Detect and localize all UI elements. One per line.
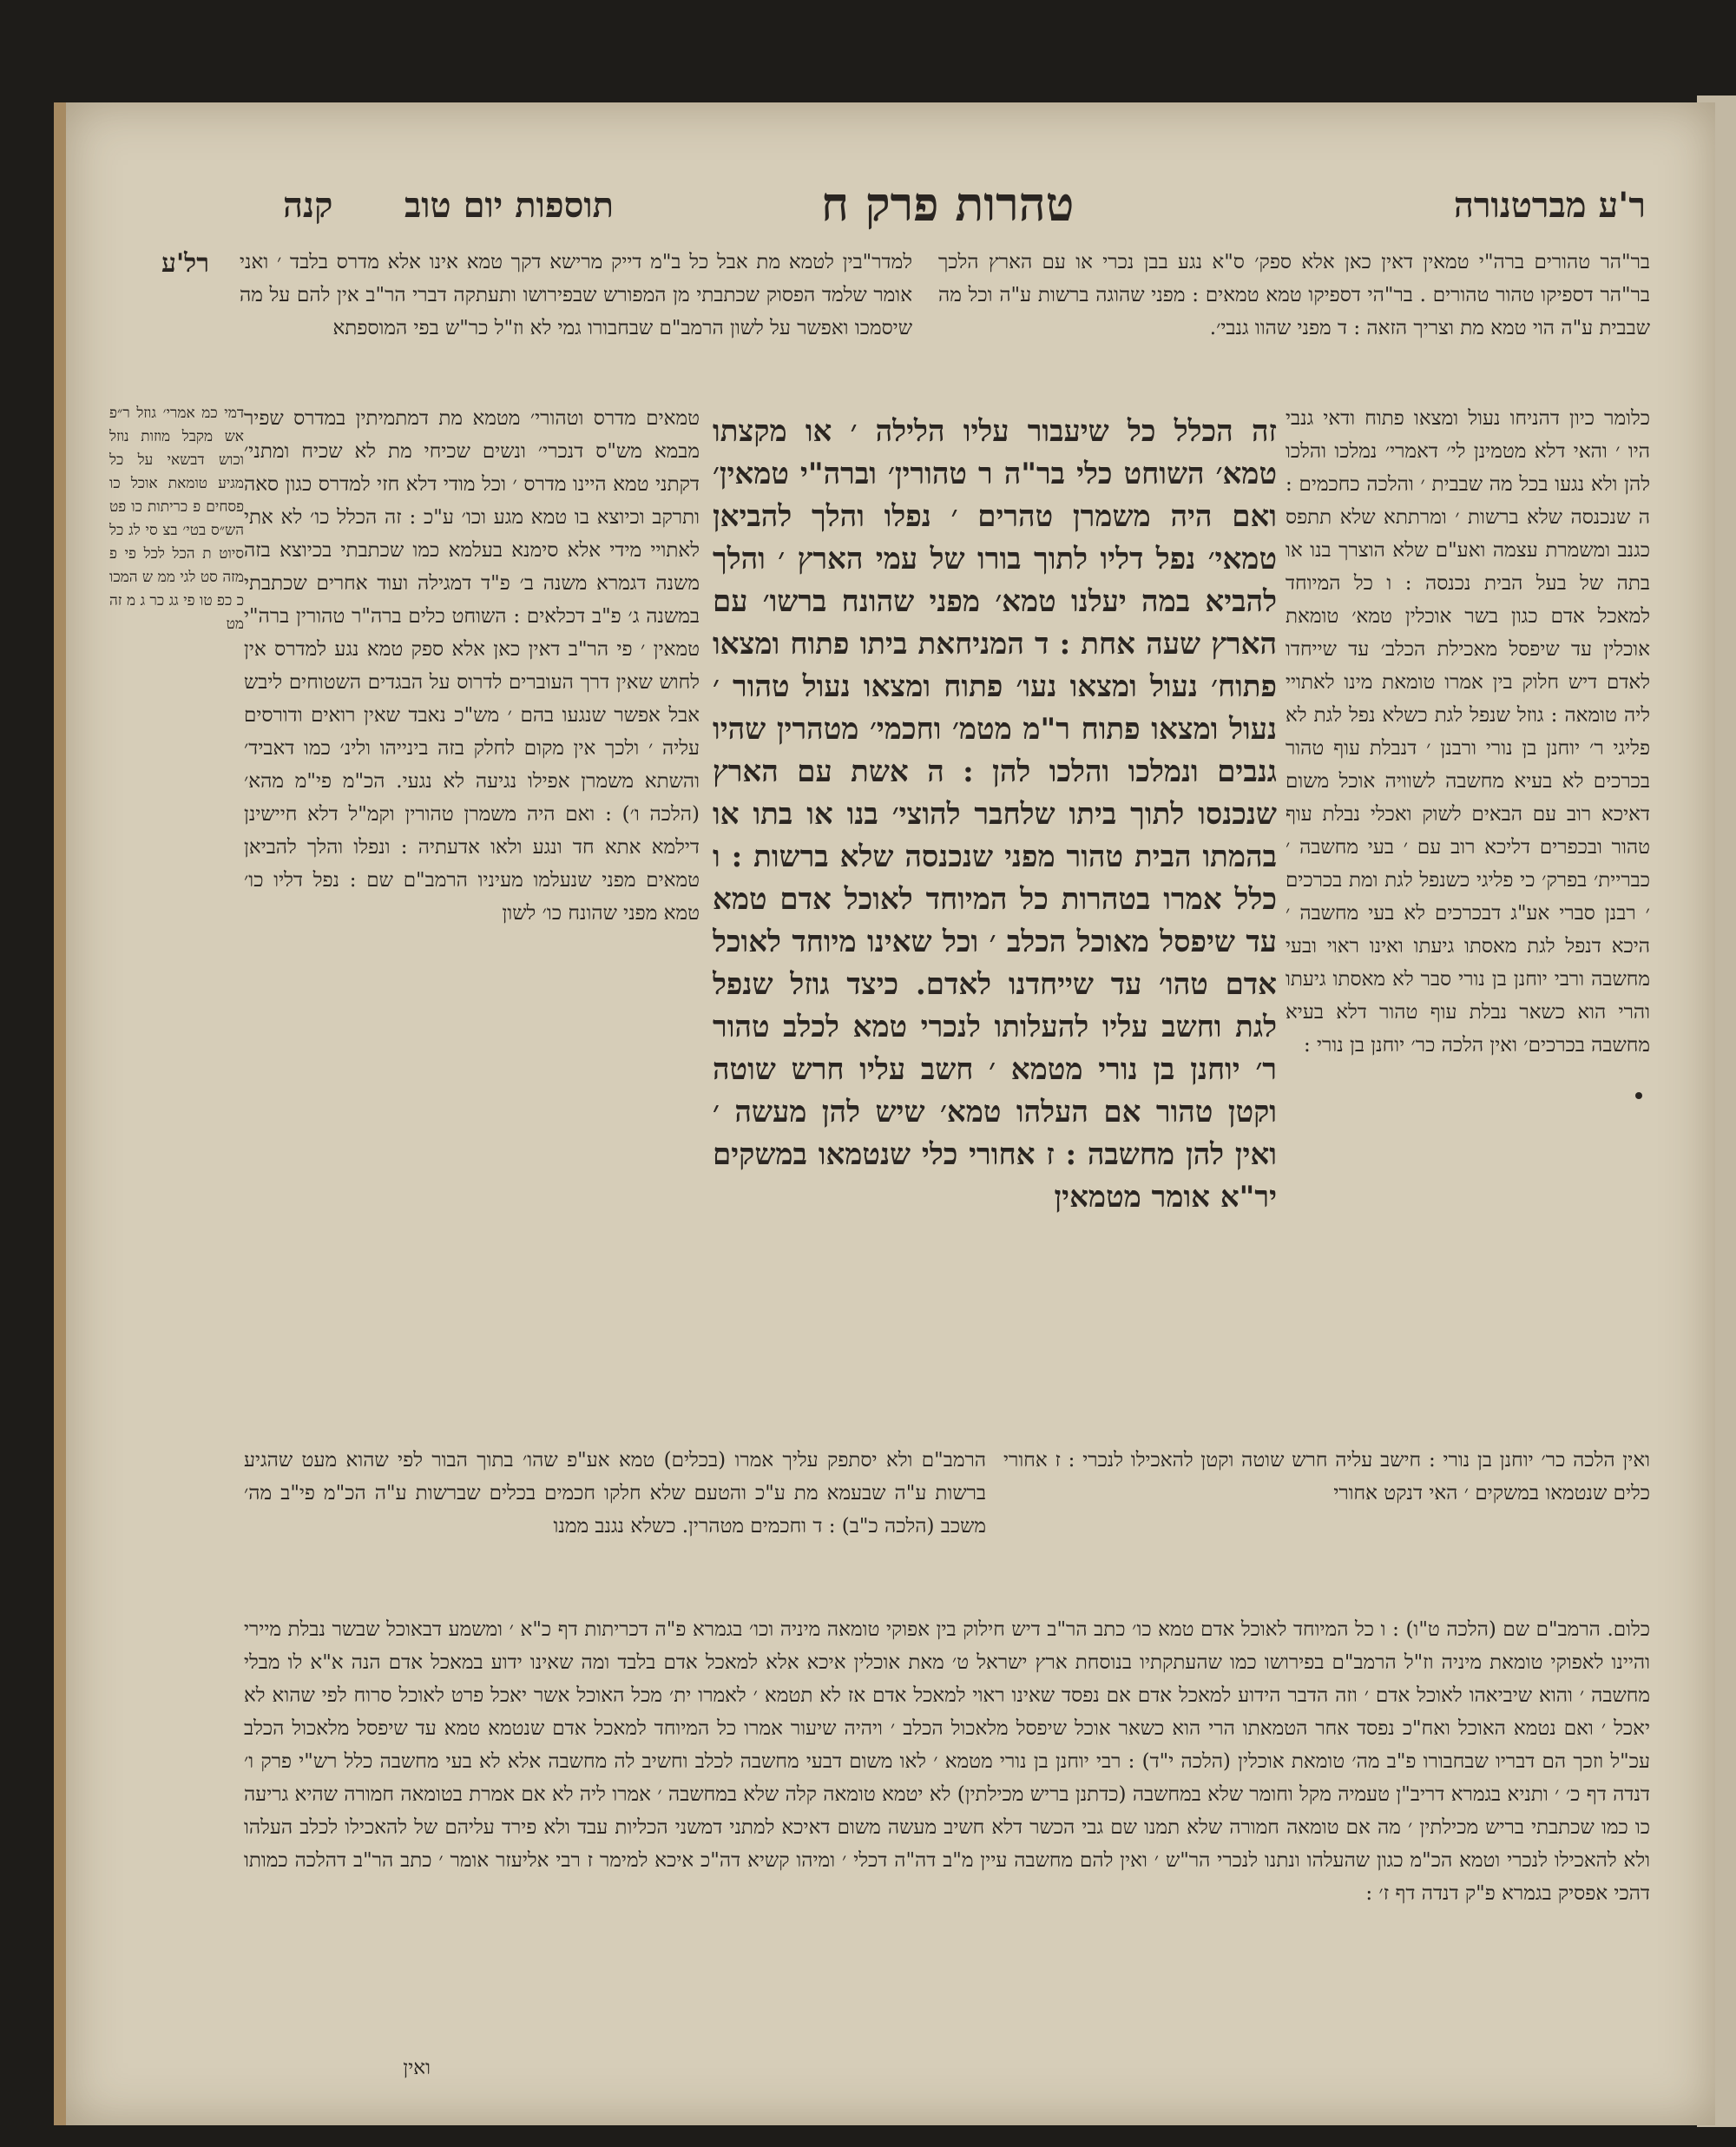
bartenura-mid-block: ואין הלכה כר׳ יוחנן בן נורי : חישב עליה חרש שוטה וקטן להאכילו לנכרי : ז אחורי כלים שנטמאו במשקים ׳ האי דנקט אחורי xyxy=(1003,1449,1650,1505)
folio-mark: רל'ע xyxy=(161,248,209,279)
page-title: טהרות פרק ח xyxy=(821,176,1075,232)
bartenura-side-column: כלומר כיון דהניחו נעול ומצאו פתוח ודאי גנבי היו ׳ והאי דלא מטמינן לי׳ דאמרי׳ נמלכו והלכו להן ולא נגעו בכל מה שבבית ׳ והלכה כחכמים : ה שנכנסה שלא ברשות ׳ ומרתתא שלא תתפס כגנב ומשמרת עצמה ואע"ם שלא הוצרך בנו או בתה של בעל הבית נכנסה : ו כל המיוחד למאכל אדם כגון בשר אוכלין טמא׳ טומאת אוכלין עד שיפסל מאכילת הכלב׳ עד שייחדו לאדם דיש חלוק בין אמרו טומאת מינו לאתויי ליה טומאה : גוזל שנפל לגת כשלא נפל לגת לא פליגי ר׳ יוחנן בן נורי ורבנן ׳ דנבלת עוף טהור בכרכים לא בעיא מחשבה לשוויה אוכל משום דאיכא רוב עם הבאים לשוק ואכלי נבלת עוף טהור ובכפרים דליכא רוב עם ׳ בעי מחשבה ׳ כבריית׳ בפרק׳ כי פליגי כשנפל לגת ומת בכרכים ׳ רבנן סברי אע"ג דבכרכים לא בעי מחשבה ׳ היכא דנפל לגת מאסתו גיעתו ואינו ראוי ובעי מחשבה ורבי יוחנן בן נורי סבר לא מאסתו גיעתו והרי הוא כשאר נבלת עוף טהור דלא בעיא מחשבה בכרכים׳ ואין הלכה כר׳ יוחנן בן נורי : xyxy=(1286,407,1650,1057)
mishnah-main-text: זה הכלל כל שיעבור עליו הלילה ׳ או מקצתו טמא׳ השוחט כלי בר"ה ר טהורין׳ וברה"י טמאין׳ ואם היה משמרן טהרים ׳ נפלו והלך להביאן טמאי׳ נפל דליו לתוך בורו של עמי הארץ ׳ והלך להביא במה יעלנו טמא׳ מפני שהונח ברשו׳ עם הארץ שעה אחת : ד המניחאת ביתו פתוח ומצאו פתוח׳ נעול ומצאו נעו׳ פתוח ומצאו נעול טהור ׳ נעול ומצאו פתוח ר"מ מטמ׳ וחכמי׳ מטהרין שהיו גנבים ונמלכו והלכו להן : ה אשת עם הארץ שנכנסו לתוך ביתו שלחבר להוצי׳ בנו או בתו או בהמתו הבית טהור מפני שנכנסה שלא ברשות : ו כלל אמרו בטהרות כל המיוחד לאוכל אדם טמא עד שיפסל מאוכל הכלב ׳ וכל שאינו מיוחד לאוכל אדם טהו׳ עד שייחדנו לאדם. כיצד גוזל שנפל לגת וחשב עליו להעלותו לנכרי טמא לכלב טהור ר׳ יוחנן בן נורי מטמא ׳ חשב עליו חרש שוטה וקטן טהור אם העלהו טמא׳ שיש להן מעשה ׳ ואין להן מחשבה : ז אחורי כלי שנטמאו במשקים יר"א אומר מטמאין xyxy=(713,414,1277,1215)
header-tosafot: תוספות יום טוב xyxy=(404,185,614,226)
tosafot-mid-block: הרמב"ם ולא יסתפק עליך אמרו (בכלים) טמא אע"פ שהו׳ בתוך הבור לפי שהוא מעט שהגיע ברשות ע"ה שבעמא מת ע"כ והטעם שלא חלקו חכמים בכלים שברשות ע"ה הכ"מ פי"ב מה׳ משכב (הלכה כ"ב) : ד וחכמים מטהרין. כשלא נגנב ממנו xyxy=(244,1449,986,1538)
tosafot-bottom-block: כלום. הרמב"ם שם (הלכה ט"ו) : ו כל המיוחד לאוכל אדם טמא כו׳ כתב הר"ב דיש חילוק בין אפוקי טומאה מיניה וכו׳ בגמרא פ"ה דכריתות דף כ"א ׳ ומשמע דבאוכל שבשר נבלת מיירי והיינו לאפוקי טומאת מיניה וז"ל הרמב"ם בפירושו כמו שהעתקתיו בנוסחת ארץ ישראל ט׳ מאת אוכלין איכא אלא למאכל אדם בלבד ומה שאינו ידוע במאכל אדם הנה א"א לו מבלי מחשבה ׳ והוא שיביאהו לאוכל אדם ׳ וזה הדבר הידוע למאכל אדם אם נפסד שאינו ראוי למאכל אדם אז לא תטמא ׳ לאמרו ית׳ מכל האוכל אשר יאכל פרט לאוכל סרוח לפי שהוא לא יאכל ׳ ואם נטמא האוכל ואח"כ נפסד אחר הטמאתו הרי הוא כשאר אוכל שיפסל מלאכול הכלב ׳ ויהיה שיעור אמרו כל המיוחד למאכל אדם שנטמא טמא עד שיפסל מלאכול הכלב עכ"ל וזכך הם דבריו שבחבורו פ"ב מה׳ טומאת אוכלין (הלכה י"ד) : רבי יוחנן בן נורי מטמא ׳ לאו משום דבעי מחשבה לכלב וחשיב לה מחשבה אלא לא בעי מחשבה כלל רש"י פרק ו׳ דנדה דף כ׳ ׳ ותניא בגמרא דריב"ן טעמיה מקל וחומר שלא במחשבה (כדתנן בריש מכילתין) לא יטמא טומאה קלה שלא במחשבה ׳ אמרו ליה לא אם אמרת בטומאה חמורה שהיא גריעה כו כמו שכתבתי בריש מכילתין ׳ מה אם טומאה חמורה שלא תמנו שם גבי הכשר דלא חשיב מעשה משום דאיכא למתני דמשני הכליות עבד ולא פירד עליהם של להאכילו לכלב העלהו ולא להאכילו לנכרי וטמא הכ"מ כגון שהעלהו ונתנו לנכרי הר"ש ׳ ואין להם מחשבה עיין מ"ב דה"ה דכלי ׳ ומיהו קשיא דה"כ איכא למימר ז רבי אליעזר אומר ׳ כתב הר"ב דהלכה כמותו דהכי אפסיק בגמרא פ"ק דנדה דף ז׳ : xyxy=(244,1618,1650,1905)
tosafot-top: למדר"בין לטמא מת אבל כל ב"מ דייק מרישא דקך טמא אינו אלא מדרס בלבד ׳ ואני אומר שלמד הפסוק שכתבתי מן המפורש שבפירושו ותעתקה דברי הר"ב אין להם על מה שיסמכו ואפשר על לשון הרמב"ם שבחבורו גמי לא וז"ל כר"ש בפי המוספתא xyxy=(240,251,912,339)
margin-dot xyxy=(1635,1092,1642,1099)
bartenura-top: בר"הר טהורים ברה"י טמאין דאין כאן אלא ספק׳ ס"א נגע בבן נכרי או עם הארץ הלכך בר"הר דספיקו טהור טהורים . בר"הי דספיקו טמא טמאים : מפני שהוגה ברשות ע"ה וכל מה שבבית ע"ה הוי טמא מת וצריך הזאה : ד מפני שהוו גנבי׳. xyxy=(938,251,1650,339)
book-page xyxy=(54,102,1715,2125)
margin-notes: דמי כמ אמרי׳ גוזל ר״פ אש מקבל מוזות נוזל וכוש דבשאי על כל מגיע טומאת אוכל כו פסחים פ כריתות כו פט הש״ס בטי׳ בצ סי לג כל סיוט ת הכל לכל פי פ מזה סט לגי ממ ש המכו כ כפ טו פי גג כר ג מ זה מט xyxy=(109,405,244,633)
header-bartenura: ר'ע מברטנורה xyxy=(1453,185,1646,226)
catchword: ואין xyxy=(403,2057,431,2079)
page-number: קנה xyxy=(283,185,333,226)
tosafot-side-column: טמאים מדרס וטהורי׳ מטמא מת דמתמיתין במדרס שפיר מבמא מש"ס דנכרי׳ ונשים שכיחי מת לא שכיח ומתני׳ דקתני טמא היינו מדרס ׳ וכל מודי דלא חזי למדרס כגון סאה ותרקב וכיוצא בו טמא מגע וכו׳ ע"כ : זה הכלל כו׳ לא אתי לאתויי מידי אלא סימנא בעלמא כמו שכתבתי בכיוצא בזה משנה דגמרא משנה ב׳ פ"ד דמגילה ועוד אחרים שכתבתי במשנה ג׳ פ"ב דכלאים : השוחט כלים ברה"ר טהורין ברה"י טמאין ׳ פי הר"ב דאין כאן אלא ספק טמא נגע למדרס אין לחוש שאין דרך העוברים לדרוס על הבגדים השטוחים ליבש אבל אפשר שנגעו בהם ׳ מש"כ נאבד שאין רואים ודורסים עליה ׳ ולכך אין מקום לחלק בזה בינייהו ולינ׳ כמו דאביד׳ והשתא משמרן אפילו נגיעה לא נגעי. הכ"מ פי"מ מהא׳ (הלכה ו׳) : ואם היה משמרן טהורין וקמ"ל דלא חיישינן דילמא אתא חד ונגע ולאו אדעתיה : ונפלו והלך להביאן טמאים מפני שנעלמו מעיניו הרמב"ם שם : נפל דליו כו׳ טמא מפני שהונח כו׳ לשון xyxy=(244,407,700,925)
